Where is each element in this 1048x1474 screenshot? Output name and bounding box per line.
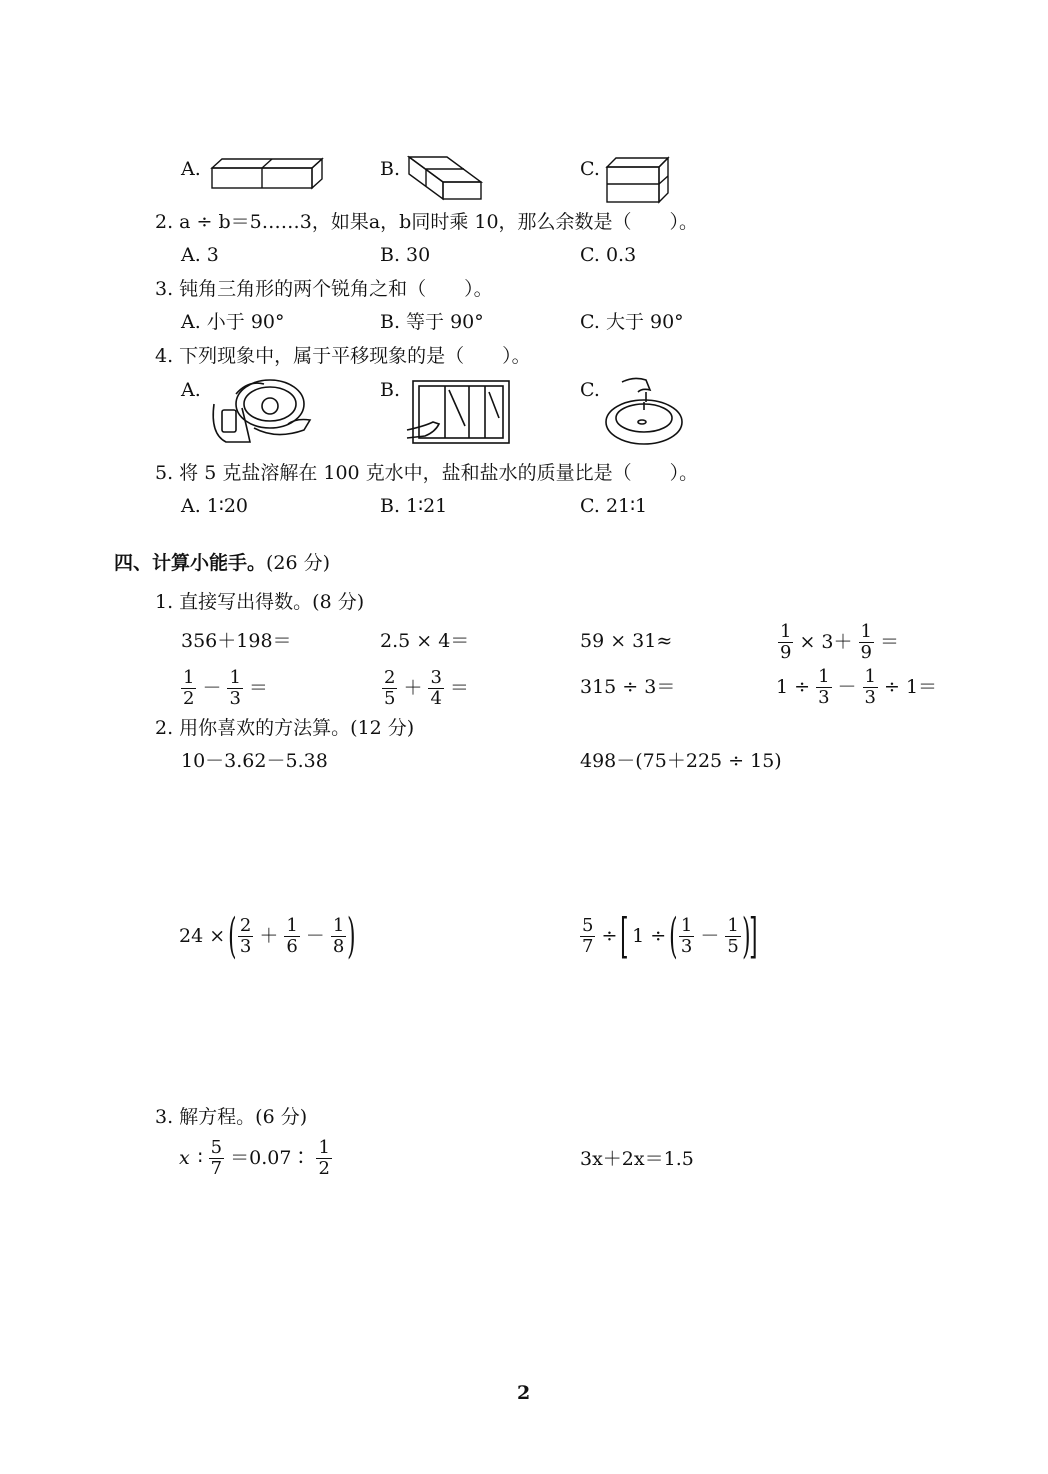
q1-option-a: A. xyxy=(181,158,201,180)
calc-r2c2: $\frac{2}{5}$ ＋ $\frac{3}{4}$ ＝ xyxy=(384,667,469,709)
q4-option-b: B. xyxy=(380,379,401,401)
section-title xyxy=(114,554,330,573)
calc-r2c3: 315 ÷ 3＝ xyxy=(580,676,676,698)
q3-option-c: C. 大于 90° xyxy=(580,311,684,333)
box-figure-c xyxy=(604,155,672,205)
part2-expr2: 498－(75＋225 ÷ 15) xyxy=(580,750,782,772)
q2-stem: 2. a ÷ b＝5……3，如果a，b同时乘 10，那么余数是（ ）。 xyxy=(155,211,699,233)
q5-option-c: C. 21∶1 xyxy=(580,495,648,517)
box-figure-b xyxy=(405,154,487,202)
q4-option-a: A. xyxy=(181,379,201,401)
q2-option-b: B. 30 xyxy=(380,244,431,266)
part3-expr1: x ∶ $\frac{5}{7}$ ＝0.07∶ $\frac{1}{2}$ xyxy=(179,1137,330,1179)
sink-faucet-illustration xyxy=(604,374,686,448)
part2-expr4: $\frac{5}{7}$ ÷ [ 1 ÷ ( $\frac{1}{3}$ － $\frac{1}{5}$ ) ] xyxy=(582,908,758,964)
part3-expr2: 3x＋2x＝1.5 xyxy=(580,1148,694,1170)
q4-option-c: C. xyxy=(580,379,600,401)
q5-option-a: A. 1∶20 xyxy=(181,495,249,517)
calc-r1c4: $\frac{1}{9}$ × 3＋ $\frac{1}{9}$ ＝ xyxy=(780,621,899,663)
calc-r2c4: 1 ÷ $\frac{1}{3}$ － $\frac{1}{3}$ ÷ 1＝ xyxy=(776,666,938,708)
q5-option-b: B. 1∶21 xyxy=(380,495,448,517)
box-figure-a xyxy=(210,156,325,190)
steering-wheel-illustration xyxy=(206,374,318,446)
calc-r1c2: 2.5 × 4＝ xyxy=(380,630,470,652)
calc-r2c1: $\frac{1}{2}$ － $\frac{1}{3}$ ＝ xyxy=(183,667,268,709)
part1-label: 1. 直接写出得数。(8 分) xyxy=(155,591,365,613)
calc-r1c3: 59 × 31≈ xyxy=(580,630,673,652)
part3-label: 3. 解方程。(6 分) xyxy=(155,1106,308,1128)
q3-option-a: A. 小于 90° xyxy=(181,311,285,333)
q4-stem: 4. 下列现象中，属于平移现象的是（ ）。 xyxy=(155,345,531,367)
part2-expr1: 10－3.62－5.38 xyxy=(181,750,328,772)
section-title-text: 四、计算小能手。 xyxy=(114,552,267,574)
part2-label: 2. 用你喜欢的方法算。(12 分) xyxy=(155,717,415,739)
q1-option-b: B. xyxy=(380,158,401,180)
section-points: (26 分) xyxy=(266,552,331,574)
q3-option-b: B. 等于 90° xyxy=(380,311,484,333)
sliding-window-illustration xyxy=(405,378,513,446)
calc-r1c1: 356＋198＝ xyxy=(181,630,292,652)
q3-stem: 3. 钝角三角形的两个锐角之和（ ）。 xyxy=(155,278,493,300)
q5-stem: 5. 将 5 克盐溶解在 100 克水中，盐和盐水的质量比是（ ）。 xyxy=(155,462,699,484)
q1-option-c: C. xyxy=(580,158,600,180)
page-number: 2 xyxy=(517,1382,531,1404)
q2-option-c: C. 0.3 xyxy=(580,244,637,266)
part2-expr3: 24 × ( $\frac{2}{3}$ ＋ $\frac{1}{6}$ － $\frac{1}{8}$ ) xyxy=(179,908,356,964)
q2-option-a: A. 3 xyxy=(181,244,219,266)
